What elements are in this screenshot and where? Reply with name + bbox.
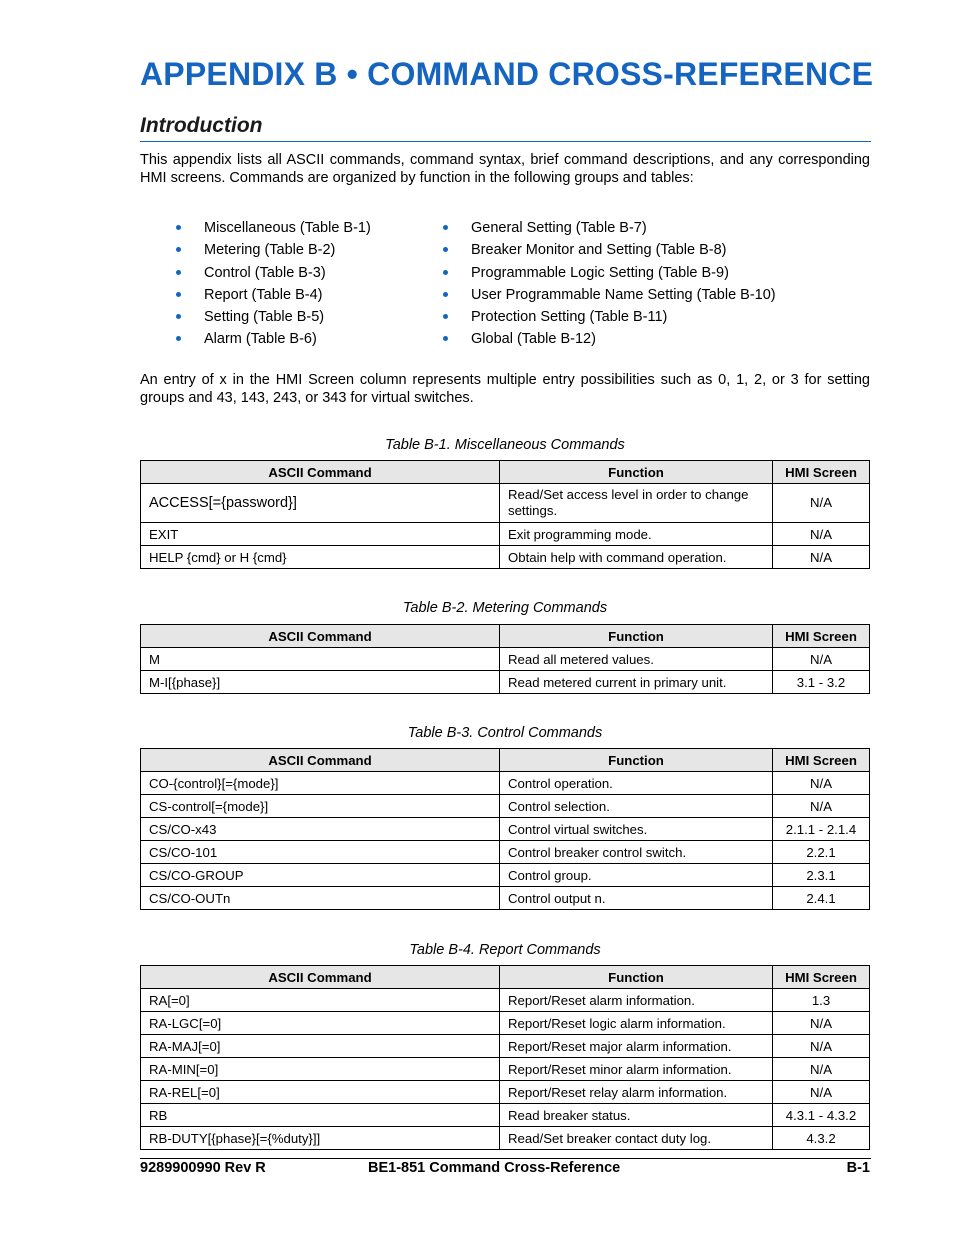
list-item: Programmable Logic Setting (Table B-9) (443, 264, 776, 286)
hmi-cell: N/A (773, 1081, 870, 1104)
list-item: Global (Table B-12) (443, 330, 776, 352)
column-header-function: Function (500, 625, 773, 648)
list-item: Metering (Table B-2) (176, 241, 371, 263)
command-cell: CS-control[={mode}] (141, 795, 500, 818)
column-header-hmi: HMI Screen (773, 625, 870, 648)
hmi-cell: 4.3.1 - 4.3.2 (773, 1104, 870, 1127)
function-cell: Read metered current in primary unit. (500, 671, 773, 694)
table-row (141, 795, 870, 818)
bullet-icon (443, 336, 448, 341)
command-cell: M-I[{phase}] (141, 671, 500, 694)
bullet-icon (176, 270, 181, 275)
report-commands-table (140, 965, 870, 1150)
function-cell: Report/Reset logic alarm information. (500, 1012, 773, 1035)
function-cell: Exit programming mode. (500, 523, 773, 546)
hmi-cell: 1.3 (773, 989, 870, 1012)
table-caption: Table B-4. Report Commands (409, 942, 601, 958)
list-item: Setting (Table B-5) (176, 308, 371, 330)
function-cell: Obtain help with command operation. (500, 546, 773, 569)
bullet-icon (176, 336, 181, 341)
table-row (141, 841, 870, 864)
command-cell: RB-DUTY[{phase}[={%duty}]] (141, 1127, 500, 1150)
hmi-cell: 3.1 - 3.2 (773, 671, 870, 694)
table-header-row (141, 966, 870, 989)
command-cell: RA-LGC[=0] (141, 1012, 500, 1035)
function-cell: Read/Set access level in order to change settings. (500, 484, 773, 523)
function-cell: Read/Set breaker contact duty log. (500, 1127, 773, 1150)
bullet-icon (176, 247, 181, 252)
section-title: Introduction (140, 114, 263, 137)
list-item: User Programmable Name Setting (Table B-10) (443, 286, 776, 308)
bullet-list-left (176, 219, 371, 353)
table-row (141, 546, 870, 569)
hmi-cell: 2.1.1 - 2.1.4 (773, 818, 870, 841)
metering-commands-table (140, 624, 870, 694)
function-cell: Report/Reset alarm information. (500, 989, 773, 1012)
table-row (141, 887, 870, 910)
list-item: Alarm (Table B-6) (176, 330, 371, 352)
bullet-icon (443, 225, 448, 230)
hmi-cell: 2.3.1 (773, 864, 870, 887)
control-commands-table (140, 748, 870, 910)
command-cell: RA-MIN[=0] (141, 1058, 500, 1081)
command-cell: HELP {cmd} or H {cmd} (141, 546, 500, 569)
table-row (141, 484, 870, 523)
page-title: APPENDIX B • COMMAND CROSS-REFERENCE (140, 56, 874, 92)
hmi-cell: N/A (773, 1035, 870, 1058)
table-row (141, 671, 870, 694)
table-row (141, 523, 870, 546)
note-paragraph: An entry of x in the HMI Screen column represents multiple entry possibilities such as 0, 1, 2, or 3 for setting groups and 43, 143, 243, or 343 for virtual switches. (140, 372, 870, 406)
command-cell: CS/CO-GROUP (141, 864, 500, 887)
command-cell: ACCESS[={password}] (141, 484, 500, 523)
bullet-icon (176, 225, 181, 230)
footer-divider (140, 1158, 871, 1159)
list-item: Protection Setting (Table B-11) (443, 308, 776, 330)
column-header-function: Function (500, 749, 773, 772)
function-cell: Control breaker control switch. (500, 841, 773, 864)
column-header-command: ASCII Command (141, 461, 500, 484)
column-header-hmi: HMI Screen (773, 461, 870, 484)
function-cell: Control group. (500, 864, 773, 887)
function-cell: Read breaker status. (500, 1104, 773, 1127)
column-header-command: ASCII Command (141, 966, 500, 989)
function-cell: Report/Reset relay alarm information. (500, 1081, 773, 1104)
command-cell: RA[=0] (141, 989, 500, 1012)
command-cell: RA-REL[=0] (141, 1081, 500, 1104)
table-row (141, 772, 870, 795)
command-cell: CO-{control}[={mode}] (141, 772, 500, 795)
bullet-icon (443, 270, 448, 275)
column-header-command: ASCII Command (141, 625, 500, 648)
hmi-cell: 4.3.2 (773, 1127, 870, 1150)
misc-commands-table (140, 460, 870, 569)
list-item: Breaker Monitor and Setting (Table B-8) (443, 241, 776, 263)
function-cell: Control operation. (500, 772, 773, 795)
command-cell: M (141, 648, 500, 671)
command-cell: RB (141, 1104, 500, 1127)
table-row (141, 818, 870, 841)
table-row (141, 989, 870, 1012)
bullet-icon (443, 292, 448, 297)
column-header-command: ASCII Command (141, 749, 500, 772)
footer-doc-title: BE1-851 Command Cross-Reference (368, 1160, 621, 1176)
hmi-cell: N/A (773, 648, 870, 671)
list-item: General Setting (Table B-7) (443, 219, 776, 241)
column-header-hmi: HMI Screen (773, 749, 870, 772)
intro-paragraph: This appendix lists all ASCII commands, command syntax, brief command descriptions, and any corresponding HMI screens. Commands are organized by function in the following groups and tables: (140, 152, 870, 186)
function-cell: Control selection. (500, 795, 773, 818)
table-row (141, 1012, 870, 1035)
table-caption: Table B-3. Control Commands (407, 725, 603, 741)
footer-page-number: B-1 (846, 1160, 870, 1176)
table-row (141, 1035, 870, 1058)
list-item: Report (Table B-4) (176, 286, 371, 308)
table-row (141, 1104, 870, 1127)
section-divider (140, 141, 871, 142)
list-item: Control (Table B-3) (176, 264, 371, 286)
list-item: Miscellaneous (Table B-1) (176, 219, 371, 241)
bullet-icon (443, 314, 448, 319)
column-header-hmi: HMI Screen (773, 966, 870, 989)
footer-doc-number: 9289900990 Rev R (140, 1160, 266, 1176)
hmi-cell: N/A (773, 772, 870, 795)
table-row (141, 1127, 870, 1150)
table-header-row (141, 461, 870, 484)
hmi-cell: N/A (773, 1058, 870, 1081)
hmi-cell: 2.4.1 (773, 887, 870, 910)
table-row (141, 1081, 870, 1104)
table-row (141, 864, 870, 887)
function-cell: Read all metered values. (500, 648, 773, 671)
hmi-cell: 2.2.1 (773, 841, 870, 864)
hmi-cell: N/A (773, 795, 870, 818)
bullet-icon (443, 247, 448, 252)
command-cell: CS/CO-101 (141, 841, 500, 864)
function-cell: Control virtual switches. (500, 818, 773, 841)
table-row (141, 1058, 870, 1081)
column-header-function: Function (500, 966, 773, 989)
table-caption: Table B-2. Metering Commands (402, 600, 608, 616)
function-cell: Report/Reset minor alarm information. (500, 1058, 773, 1081)
command-cell: EXIT (141, 523, 500, 546)
hmi-cell: N/A (773, 484, 870, 523)
bullet-icon (176, 292, 181, 297)
function-cell: Report/Reset major alarm information. (500, 1035, 773, 1058)
column-header-function: Function (500, 461, 773, 484)
table-row (141, 648, 870, 671)
command-cell: CS/CO-OUTn (141, 887, 500, 910)
command-cell: CS/CO-x43 (141, 818, 500, 841)
bullet-list-right (443, 219, 776, 353)
hmi-cell: N/A (773, 1012, 870, 1035)
command-cell: RA-MAJ[=0] (141, 1035, 500, 1058)
bullet-icon (176, 314, 181, 319)
hmi-cell: N/A (773, 546, 870, 569)
function-cell: Control output n. (500, 887, 773, 910)
hmi-cell: N/A (773, 523, 870, 546)
table-header-row (141, 625, 870, 648)
table-caption: Table B-1. Miscellaneous Commands (385, 437, 625, 453)
table-header-row (141, 749, 870, 772)
